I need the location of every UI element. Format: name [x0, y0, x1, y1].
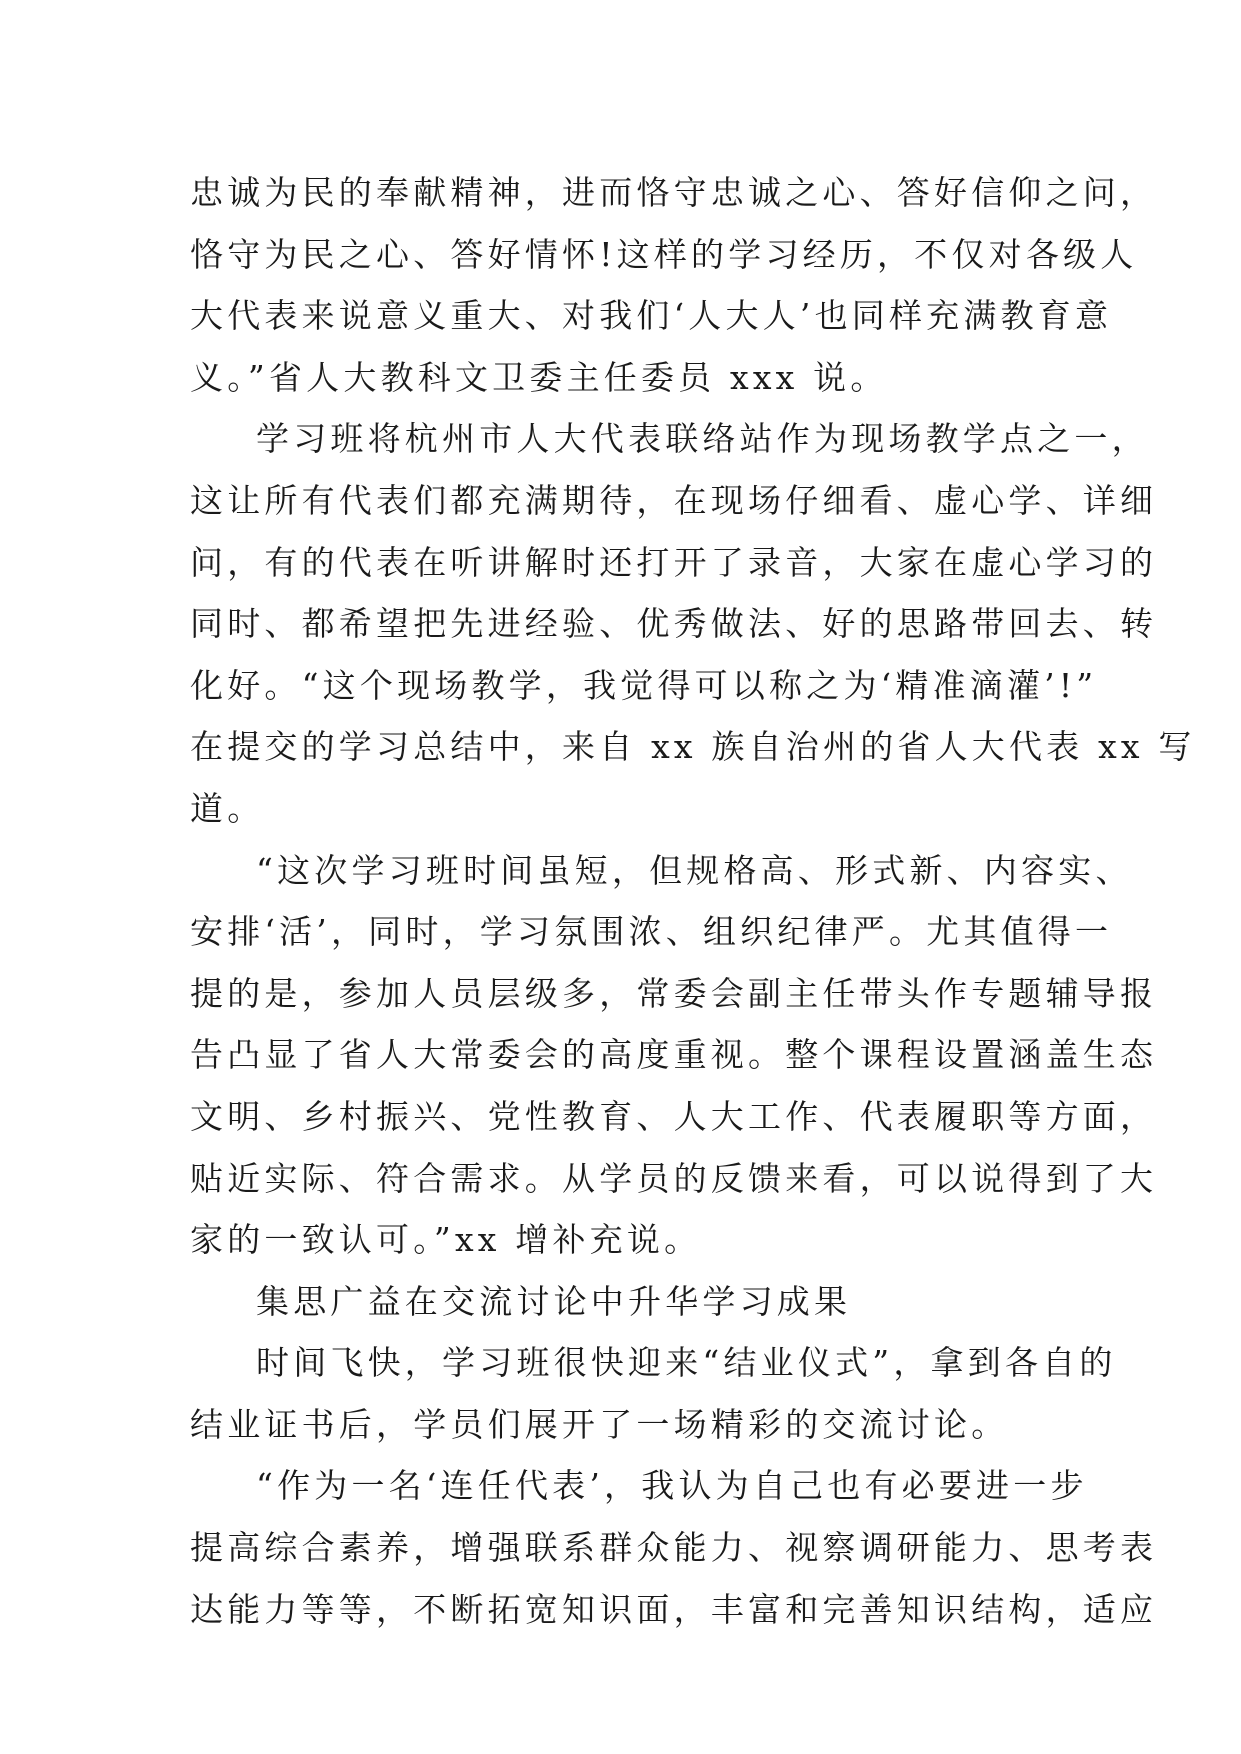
text-line: 时间飞快，学习班很快迎来“结业仪式”，拿到各自的	[256, 1343, 1117, 1383]
text-line: 结业证书后，学员们展开了一场精彩的交流讨论。	[190, 1404, 1009, 1444]
text-line: 道。	[190, 788, 265, 828]
text-line: 告凸显了省人大常委会的高度重视。整个课程设置涵盖生态	[190, 1035, 1158, 1075]
text-line: “作为一名‘连任代表’，我认为自己也有必要进一步	[256, 1466, 1088, 1506]
text-line: 忠诚为民的奉献精神，进而恪守忠诚之心、答好信仰之问，	[190, 173, 1158, 212]
text-line: 安排‘活’，同时，学习氛围浓、组织纪律严。尤其值得一	[190, 912, 1113, 952]
text-line: 化好。“这个现场教学，我觉得可以称之为‘精准滴灌’!”	[190, 665, 1098, 705]
text-line: 同时、都希望把先进经验、优秀做法、好的思路带回去、转	[190, 604, 1158, 644]
text-line: 大代表来说意义重大、对我们‘人大人’也同样充满教育意	[190, 296, 1113, 336]
text-line: 问，有的代表在听讲解时还打开了录音，大家在虚心学习的	[190, 542, 1158, 582]
text-line: 义。”省人大教科文卫委主任委员 xxx 说。	[190, 357, 888, 397]
text-line: 提高综合素养，增强联系群众能力、视察调研能力、思考表	[190, 1528, 1158, 1568]
text-line: 在提交的学习总结中，来自 xx 族自治州的省人大代表 xx 写	[190, 727, 1196, 767]
text-line: 达能力等等，不断拓宽知识面，丰富和完善知识结构，适应	[190, 1589, 1158, 1629]
document-body	[190, 162, 1196, 1640]
text-line: 文明、乡村振兴、党性教育、人大工作、代表履职等方面，	[190, 1096, 1158, 1136]
text-line: 提的是，参加人员层级多，常委会副主任带头作专题辅导报	[190, 973, 1158, 1013]
text-line: 集思广益在交流讨论中升华学习成果	[256, 1281, 852, 1321]
text-line: 贴近实际、符合需求。从学员的反馈来看，可以说得到了大	[190, 1158, 1158, 1198]
text-line: 学习班将杭州市人大代表联络站作为现场教学点之一，	[256, 419, 1149, 459]
text-line: 家的一致认可。”xx 增补充说。	[190, 1220, 702, 1260]
text-line: 恪守为民之心、答好情怀!这样的学习经历，不仅对各级人	[190, 234, 1138, 274]
text-line: 这让所有代表们都充满期待，在现场仔细看、虚心学、详细	[190, 480, 1158, 520]
text-line: “这次学习班时间虽短，但规格高、形式新、内容实、	[256, 850, 1133, 890]
